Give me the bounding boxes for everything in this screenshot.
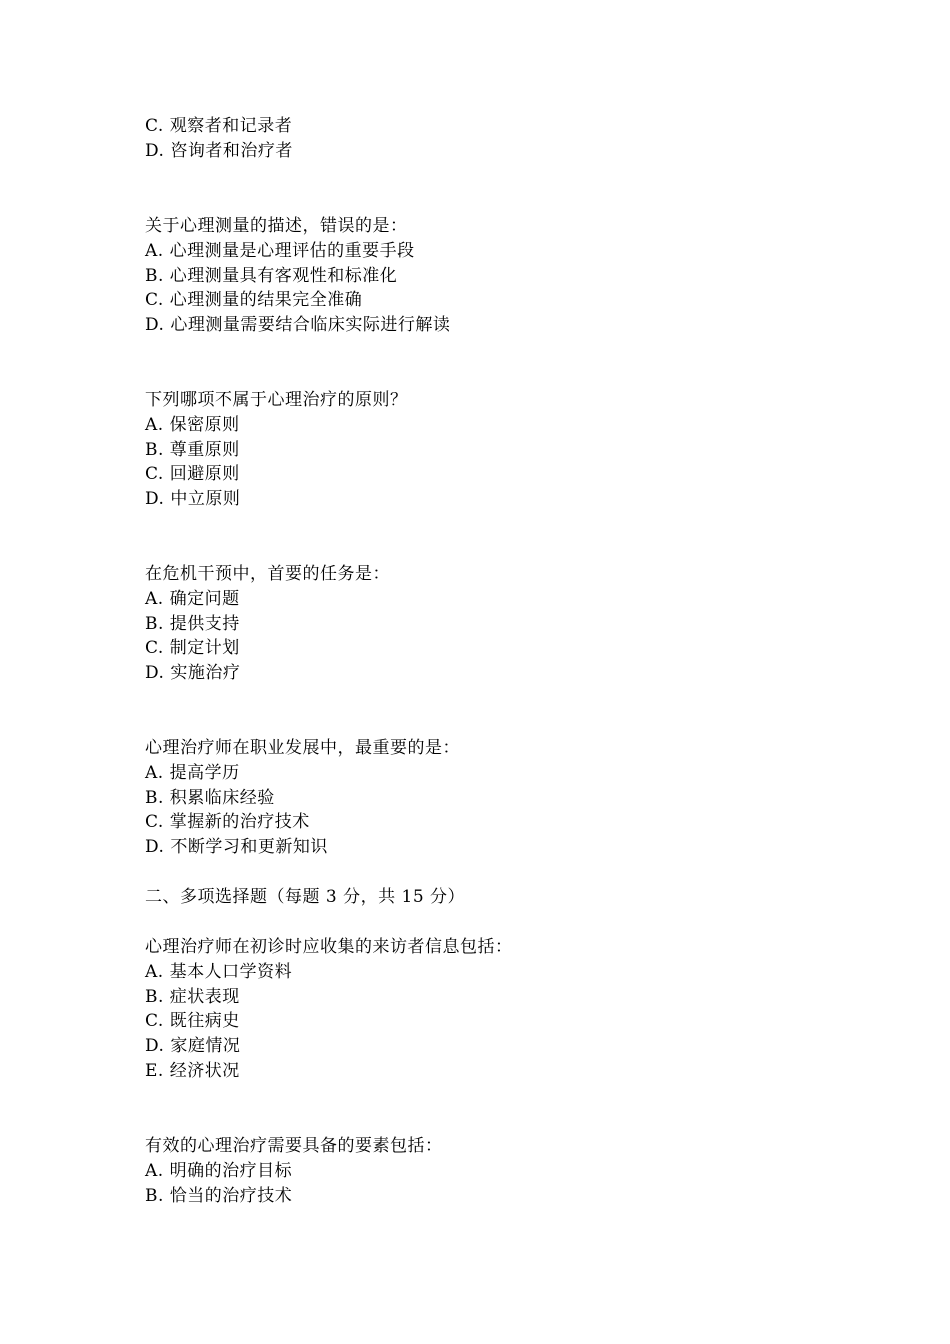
option-a: A. 明确的治疗目标 [145,1161,293,1181]
option-c: C. 回避原则 [145,464,240,484]
question-stem: 心理治疗师在初诊时应收集的来访者信息包括： [145,937,513,957]
option-a: A. 确定问题 [145,589,240,609]
option-c: C. 心理测量的结果完全准确 [145,290,363,310]
question-stem: 下列哪项不属于心理治疗的原则？ [145,390,408,410]
option-c: C. 观察者和记录者 [145,116,293,136]
option-a: A. 心理测量是心理评估的重要手段 [145,241,415,261]
question-stem: 关于心理测量的描述，错误的是： [145,216,408,236]
option-b: B. 恰当的治疗技术 [145,1186,293,1206]
question-stem: 心理治疗师在职业发展中，最重要的是： [145,738,460,758]
option-b: B. 积累临床经验 [145,788,275,808]
option-d: D. 不断学习和更新知识 [145,837,328,857]
option-b: B. 症状表现 [145,987,240,1007]
option-d: D. 家庭情况 [145,1036,241,1056]
option-c: C. 既往病史 [145,1011,240,1031]
question-stem: 有效的心理治疗需要具备的要素包括： [145,1136,443,1156]
option-b: B. 心理测量具有客观性和标准化 [145,266,398,286]
option-a: A. 提高学历 [145,763,240,783]
option-d: D. 实施治疗 [145,663,241,683]
question-stem: 在危机干预中，首要的任务是： [145,564,390,584]
option-d: D. 咨询者和治疗者 [145,141,293,161]
option-b: B. 提供支持 [145,614,240,634]
option-c: C. 制定计划 [145,638,240,658]
option-b: B. 尊重原则 [145,440,240,460]
option-a: A. 保密原则 [145,415,240,435]
option-a: A. 基本人口学资料 [145,962,293,982]
option-d: D. 心理测量需要结合临床实际进行解读 [145,315,451,335]
option-c: C. 掌握新的治疗技术 [145,812,310,832]
section-heading: 二、多项选择题（每题 3 分，共 15 分） [145,887,466,907]
option-d: D. 中立原则 [145,489,241,509]
option-e: E. 经济状况 [145,1061,240,1081]
